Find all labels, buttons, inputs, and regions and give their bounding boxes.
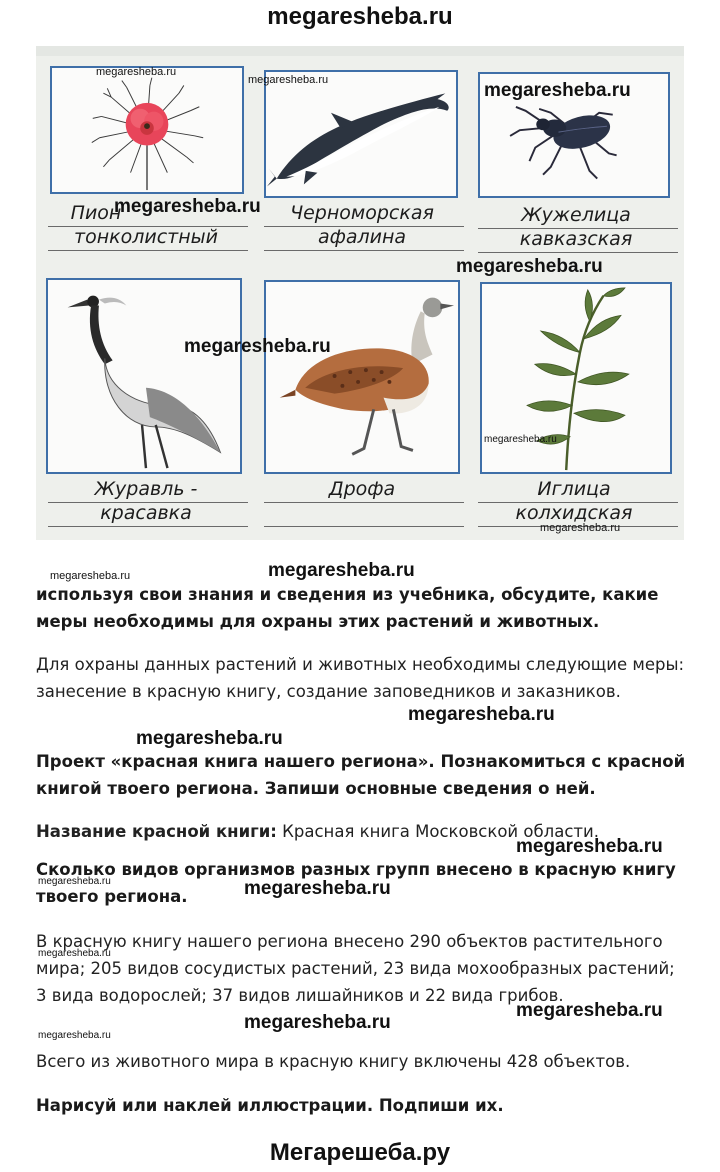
- answer-species: В красную книгу нашего региона внесено 290 объектов растительного мира; 205 видов сосудистых растений, 23 вида мохообразных растений; 3 вида водорослей; 37 видов лишайников и 22 вида грибов.: [36, 932, 675, 1005]
- task-project: Проект «красная книга нашего региона». Познакомиться с красной книгой твоего региона. Запиши основные сведения о ней.: [36, 752, 686, 798]
- watermark: megaresheba.ru: [184, 336, 331, 357]
- underline: [264, 502, 464, 503]
- caption-beetle-1: Жужелица: [521, 204, 631, 226]
- textbook-photo: [36, 46, 684, 540]
- caption-bustard: Дрофа: [328, 478, 396, 500]
- watermark: megaresheba.ru: [408, 704, 555, 725]
- task-measures: используя свои знания и сведения из учебника, обсудите, какие меры необходимы для охраны этих растений и животных.: [36, 585, 659, 631]
- watermark: megaresheba.ru: [540, 522, 621, 534]
- watermark: megaresheba.ru: [484, 434, 557, 445]
- caption-dolphin-1: Черноморская: [290, 202, 434, 224]
- caption-crane-2: красавка: [100, 502, 192, 524]
- card-ruscus: [480, 282, 672, 474]
- answer-measures: Для охраны данных растений и животных необходимы следующие меры: занесение в красную книгу, создание заповедников и заказников.: [36, 655, 685, 701]
- bustard-illustration: [266, 282, 458, 472]
- underline: [264, 250, 464, 251]
- book-name-label: Название красной книги:: [36, 822, 277, 841]
- site-footer: Мегарешеба.ру: [269, 1139, 451, 1166]
- caption-ruscus-2: колхидская: [515, 502, 633, 524]
- watermark: megaresheba.ru: [38, 948, 111, 959]
- dolphin-illustration: [266, 72, 456, 196]
- caption-dolphin-2: афалина: [317, 226, 407, 248]
- watermark: megaresheba.ru: [50, 570, 131, 582]
- watermark: megaresheba.ru: [516, 836, 663, 857]
- card-crane: [46, 278, 242, 474]
- watermark: megaresheba.ru: [136, 728, 283, 749]
- caption-beetle-2: кавказская: [519, 228, 633, 250]
- task-draw: Нарисуй или наклей иллюстрации. Подпиши их.: [36, 1096, 504, 1115]
- book-name-value: Красная книга Московской области.: [282, 822, 599, 841]
- watermark: megaresheba.ru: [516, 1000, 663, 1021]
- watermark: megaresheba.ru: [484, 80, 631, 101]
- underline: [478, 252, 678, 253]
- watermark: megaresheba.ru: [114, 196, 261, 217]
- site-header: megaresheba.ru: [267, 3, 453, 30]
- watermark: megaresheba.ru: [38, 876, 111, 887]
- peony-illustration: [52, 68, 242, 192]
- card-bustard: [264, 280, 460, 474]
- watermark: megaresheba.ru: [248, 74, 329, 86]
- task-species: Сколько видов организмов разных групп внесено в красную книгу твоего региона.: [36, 860, 676, 906]
- watermark: megaresheba.ru: [456, 256, 603, 277]
- card-dolphin: [264, 70, 458, 198]
- answer-animals: Всего из животного мира в красную книгу включены 428 объектов.: [36, 1052, 631, 1071]
- watermark: megaresheba.ru: [268, 560, 415, 581]
- watermark: megaresheba.ru: [244, 1012, 391, 1033]
- underline: [48, 250, 248, 251]
- caption-crane-1: Журавль -: [94, 478, 198, 500]
- underline: [264, 526, 464, 527]
- watermark: megaresheba.ru: [244, 878, 391, 899]
- watermark: megaresheba.ru: [38, 1030, 111, 1041]
- page-edge: [36, 46, 684, 56]
- caption-peony-2: тонколистный: [74, 226, 218, 248]
- caption-ruscus-1: Иглица: [537, 478, 611, 500]
- crane-illustration: [48, 280, 240, 472]
- caption-peony-1: Пион: [70, 202, 122, 224]
- underline: [48, 526, 248, 527]
- watermark: megaresheba.ru: [96, 66, 177, 78]
- card-peony: [50, 66, 244, 194]
